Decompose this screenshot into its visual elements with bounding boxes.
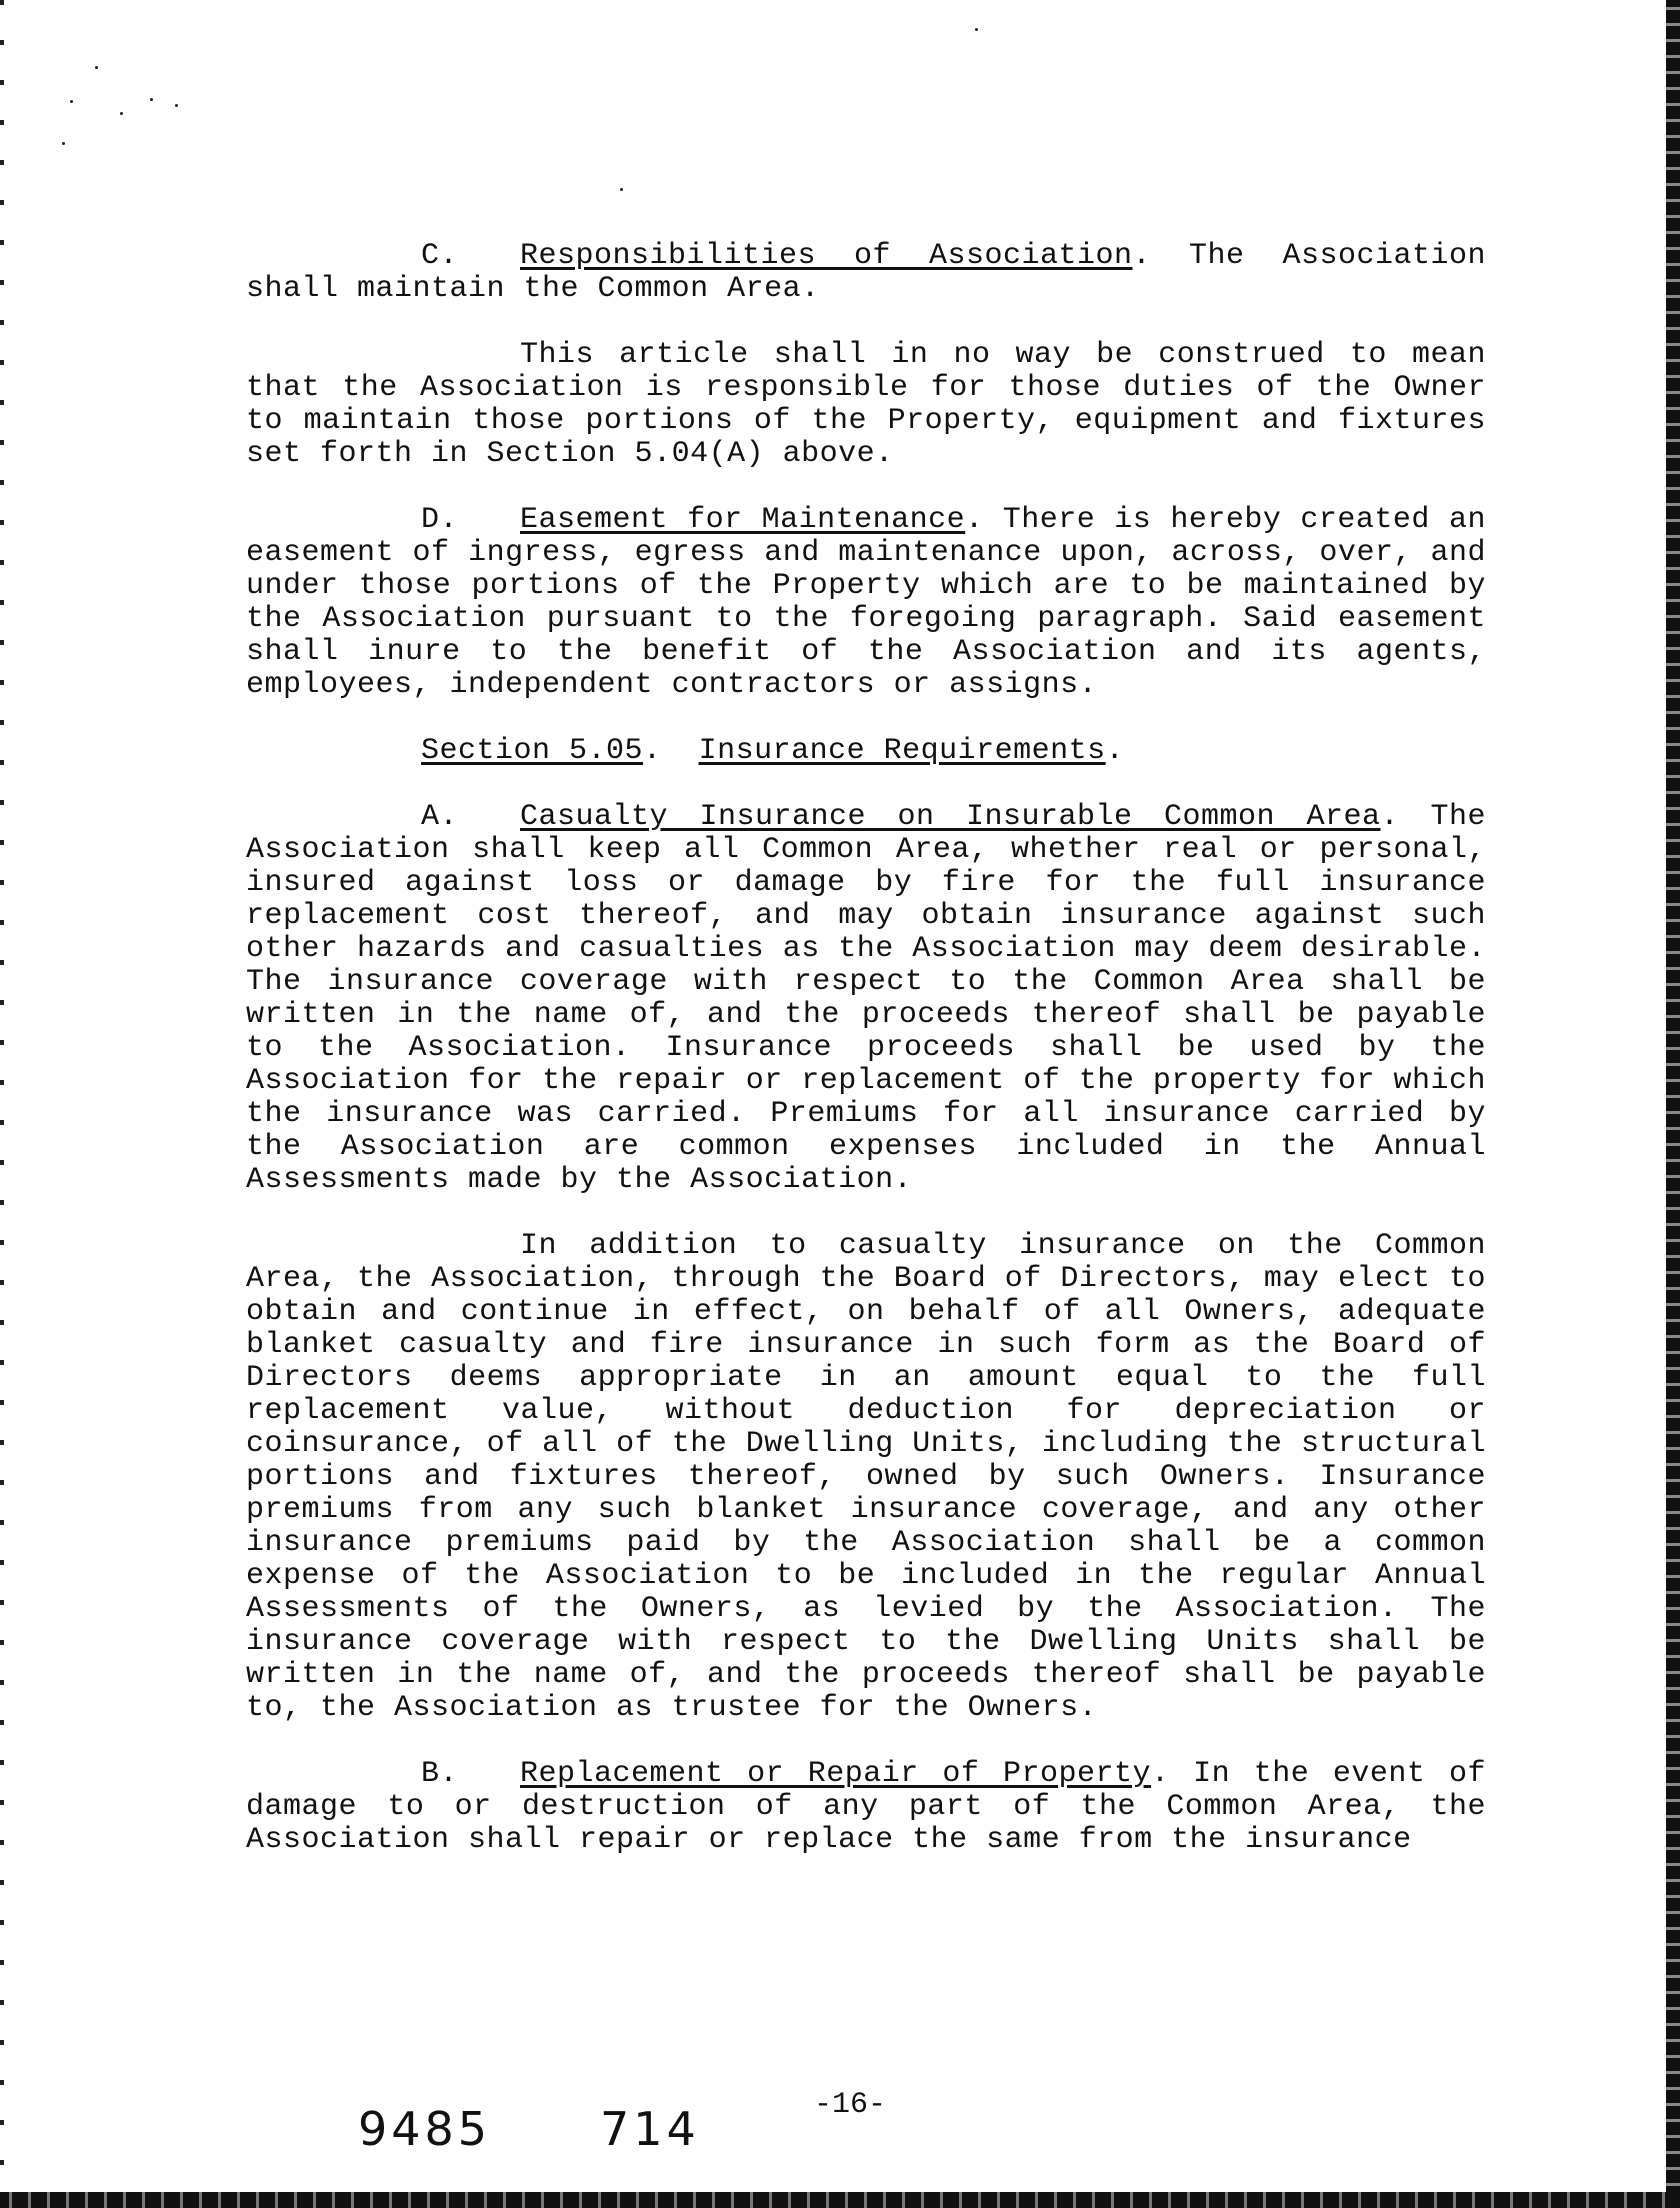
speck: [150, 98, 153, 101]
section-b-body: . In the event of damage to or destruction of any part of the Common Area, the Association shall repair or replace the same from the insurance: [246, 1757, 1486, 1857]
speck: [975, 28, 978, 31]
document-body: [246, 240, 1486, 1857]
section-a-paragraph: [246, 801, 1486, 1197]
section-d-body: . There is hereby created an easement of ingress, egress and maintenance upon, across, over, and under those portions of the Property which are to be maintained by the Association pursuant to the foregoing paragraph. Said easement shall inure to the benefit of the Association and its agents, employees, independent contractors or assigns.: [246, 503, 1486, 702]
scan-edge-left: [0, 0, 4, 2208]
section-a-body: . The Association shall keep all Common Area, whether real or personal, insured against loss or damage by fire for the full insurance replacement cost thereof, and may obtain insurance against such other hazards and casualties as the Association may deem desirable. The insurance coverage with respect to the Common Area shall be written in the name of, and the proceeds thereof shall be payable to the Association. Insurance proceeds shall be used by the Association for the repair or replacement of the property for which the insurance was carried. Premiums for all insurance carried by the Association are common expenses included in the Annual Assessments made by the Association.: [246, 800, 1486, 1197]
scan-edge-bottom: [0, 2192, 1680, 2208]
stamp-number-right: 714: [600, 2102, 700, 2156]
speck: [95, 66, 98, 69]
section-d-title: Easement for Maintenance: [520, 503, 966, 537]
section-c-second-paragraph: This article shall in no way be construed to mean that the Association is responsible for those duties of the Owner to maintain those portions of the Property, equipment and fixtures set forth in Section 5.04(A) above.: [246, 338, 1486, 471]
section-b-title: Replacement or Repair of Property: [520, 1757, 1152, 1791]
section-505-number: Section 5.05: [421, 734, 644, 768]
page-number: -16-: [814, 2088, 887, 2122]
section-505-title: Insurance Requirements: [698, 734, 1106, 768]
speck: [175, 104, 178, 107]
section-c-lead: . The Association shall maintain the Common Area.: [246, 239, 1486, 306]
section-a-label: A.: [421, 800, 459, 834]
speck: [62, 142, 65, 145]
speck: [620, 188, 623, 191]
section-c-paragraph: [246, 240, 1486, 306]
stamp-number-left: 9485: [358, 2102, 492, 2156]
scan-edge-right: [1666, 0, 1680, 2208]
section-b-paragraph: [246, 1758, 1486, 1857]
speck: [70, 100, 73, 103]
speck: [120, 112, 123, 115]
section-d-paragraph: [246, 504, 1486, 702]
section-a-second-paragraph: In addition to casualty insurance on the Common Area, the Association, through the Board of Directors, may elect to obtain and continue in effect, on behalf of all Owners, adequate blanket casualty and fire insurance in such form as the Board of Directors deems appropriate in an amount equal to the full replacement value, without deduction for depreciation or coinsurance, of all of the Dwelling Units, including the structural portions and fixtures thereof, owned by such Owners. Insurance premiums from any such blanket insurance coverage, and any other insurance premiums paid by the Association shall be a common expense of the Association to be included in the regular Annual Assessments of the Owners, as levied by the Association. The insurance coverage with respect to the Dwelling Units shall be written in the name of, and the proceeds thereof shall be payable to, the Association as trustee for the Owners.: [246, 1229, 1486, 1725]
section-c-title: Responsibilities of Association: [520, 239, 1133, 273]
section-505-heading: Section 5.05. Insurance Requirements.: [421, 734, 1125, 768]
section-c-label: C.: [421, 239, 459, 273]
section-a-title: Casualty Insurance on Insurable Common Area: [520, 800, 1381, 834]
section-b-label: B.: [421, 1757, 459, 1791]
section-d-label: D.: [421, 503, 459, 537]
